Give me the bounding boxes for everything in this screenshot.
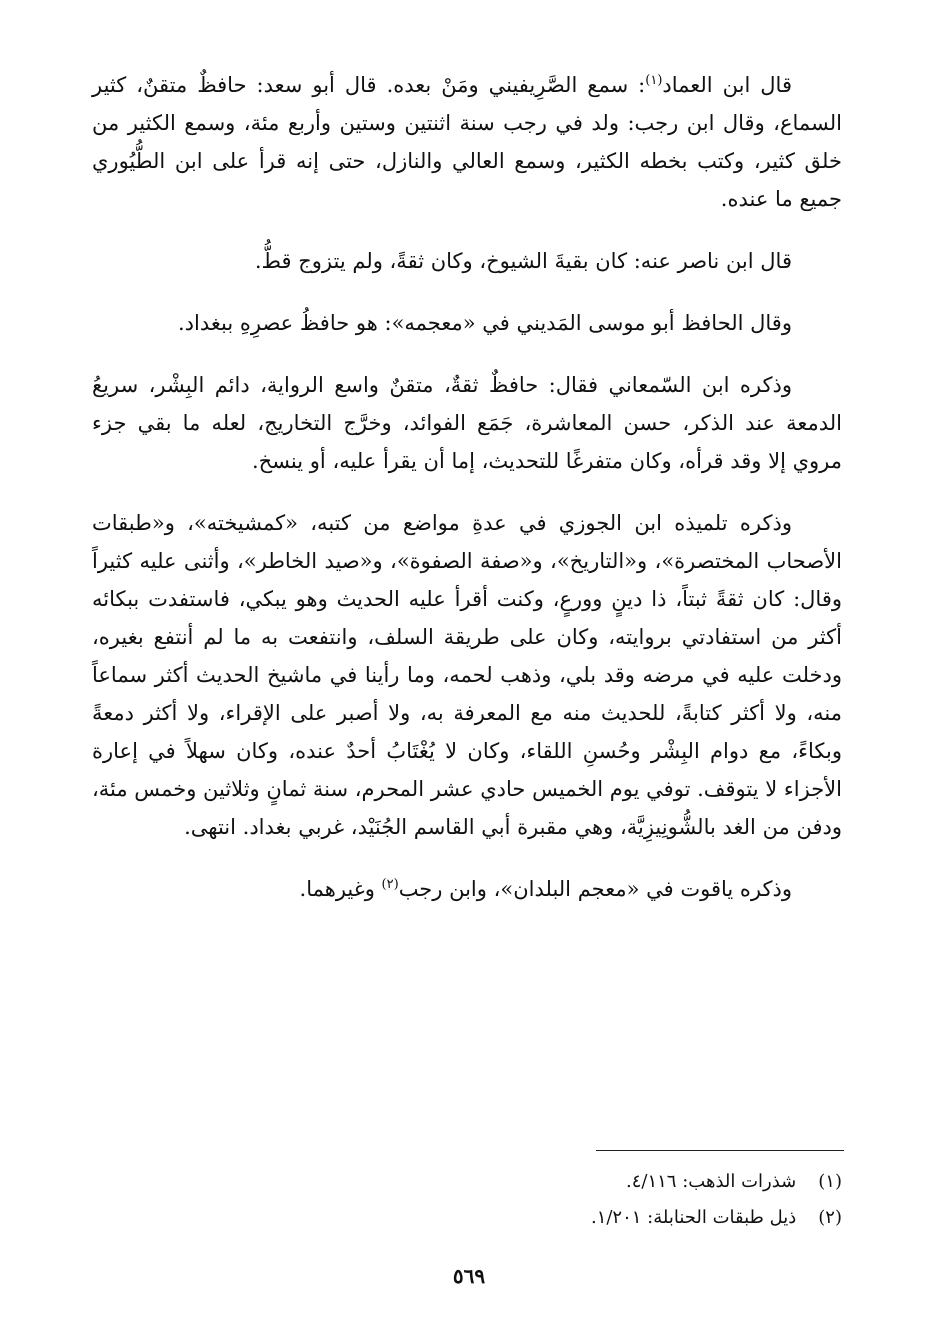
paragraph-4: وذكره ابن السّمعاني فقال: حافظٌ ثقةٌ، متقنٌ واسع الرواية، دائم البِشْر، سريعُ الدمعة عند الذكر، حسن المعاشرة، جَمَع الفوائد، وخرَّج التخاريج، لعله ما بقي جزء مروي إلا وقد قرأه، وكان متفرغًا للتحديث، إما أن يقرأ عليه، أو ينسخ. [92, 373, 842, 473]
footnote-1-text: شذرات الذهب: ٤/١١٦. [626, 1171, 797, 1192]
paragraph-5: وذكره تلميذه ابن الجوزي في عدةِ مواضع من كتبه، «كمشيخته»، و«طبقات الأصحاب المختصرة»، و«التاريخ»، و«صفة الصفوة»، و«صيد الخاطر»، وأثنى عليه كثيراً وقال: كان ثقةً ثبتاً، ذا دينٍ وورعٍ، وكنت أقرأ عليه الحديث وهو يبكي، فاستفدت ببكائه أكثر من استفادتي بروايته، وكان على طريقة السلف، وانتفعت به ما لم أنتفع بغيره، ودخلت عليه في مرضه وقد بلي، وذهب لحمه، وما رأينا في ماشيخ الحديث أكثر سماعاً منه، ولا أكثر كتابةً، للحديث منه مع المعرفة به، ولا أصبر على الإقراء، ولا أكثر دمعةً وبكاءً، مع دوام البِشْر وحُسنِ اللقاء، وكان لا يُغْتَابُ أحدٌ عنده، وكان سهلاً في إعارة الأجزاء لا يتوقف. توفي يوم الخميس حادي عشر المحرم، سنة ثمانٍ وثلاثين وخمس مئة، ودفن من الغد بالشُّونِيزِيَّة، وهي مقبرة أبي القاسم الجُنَيْد، غربي بغداد. انتهى. [92, 511, 842, 839]
footnote-1 [92, 1164, 842, 1200]
paragraph-3: وقال الحافظ أبو موسى المَديني في «معجمه»: هو حافظُ عصرِهِ ببغداد. [177, 311, 792, 335]
paragraph-6 [92, 870, 842, 908]
footnote-2-text: ذيل طبقات الحنابلة: ١/٢٠١. [590, 1207, 797, 1228]
main-text [92, 66, 842, 932]
paragraph-1-lead: قال ابن العماد [662, 73, 792, 97]
footnotes [92, 1164, 842, 1236]
footnote-ref-1: (١) [645, 73, 663, 88]
paragraph-1 [92, 66, 842, 218]
page-number: ٥٦٩ [452, 1264, 486, 1288]
paragraph-1-rest: : سمع الصَّرِيفيني ومَنْ بعده. قال أبو سعد: حافظٌ متقنٌ، كثير السماع، وقال ابن رجب: ولد في رجب سنة اثنتين وستين وأربع مئة، وسمع الكثير من خلق كثير، وكتب بخطه الكثير، وسمع العالي والنازل، حتى إنه قرأ على ابن الطُّيُوري جميع ما عنده. [92, 73, 842, 211]
paragraph-6-rest: وغيرهما. [299, 877, 382, 901]
footnote-ref-2: (٢) [381, 877, 399, 892]
footnote-divider [596, 1150, 844, 1151]
paragraph-2: قال ابن ناصر عنه: كان بقيةَ الشيوخ، وكان ثقةً، ولم يتزوج قطُّ. [254, 249, 792, 273]
footnote-1-number: (١) [818, 1171, 842, 1192]
footnote-2-number: (٢) [818, 1207, 842, 1228]
paragraph-6-lead: وذكره ياقوت في «معجم البلدان»، وابن رجب [398, 877, 792, 901]
footnote-2 [92, 1200, 842, 1236]
